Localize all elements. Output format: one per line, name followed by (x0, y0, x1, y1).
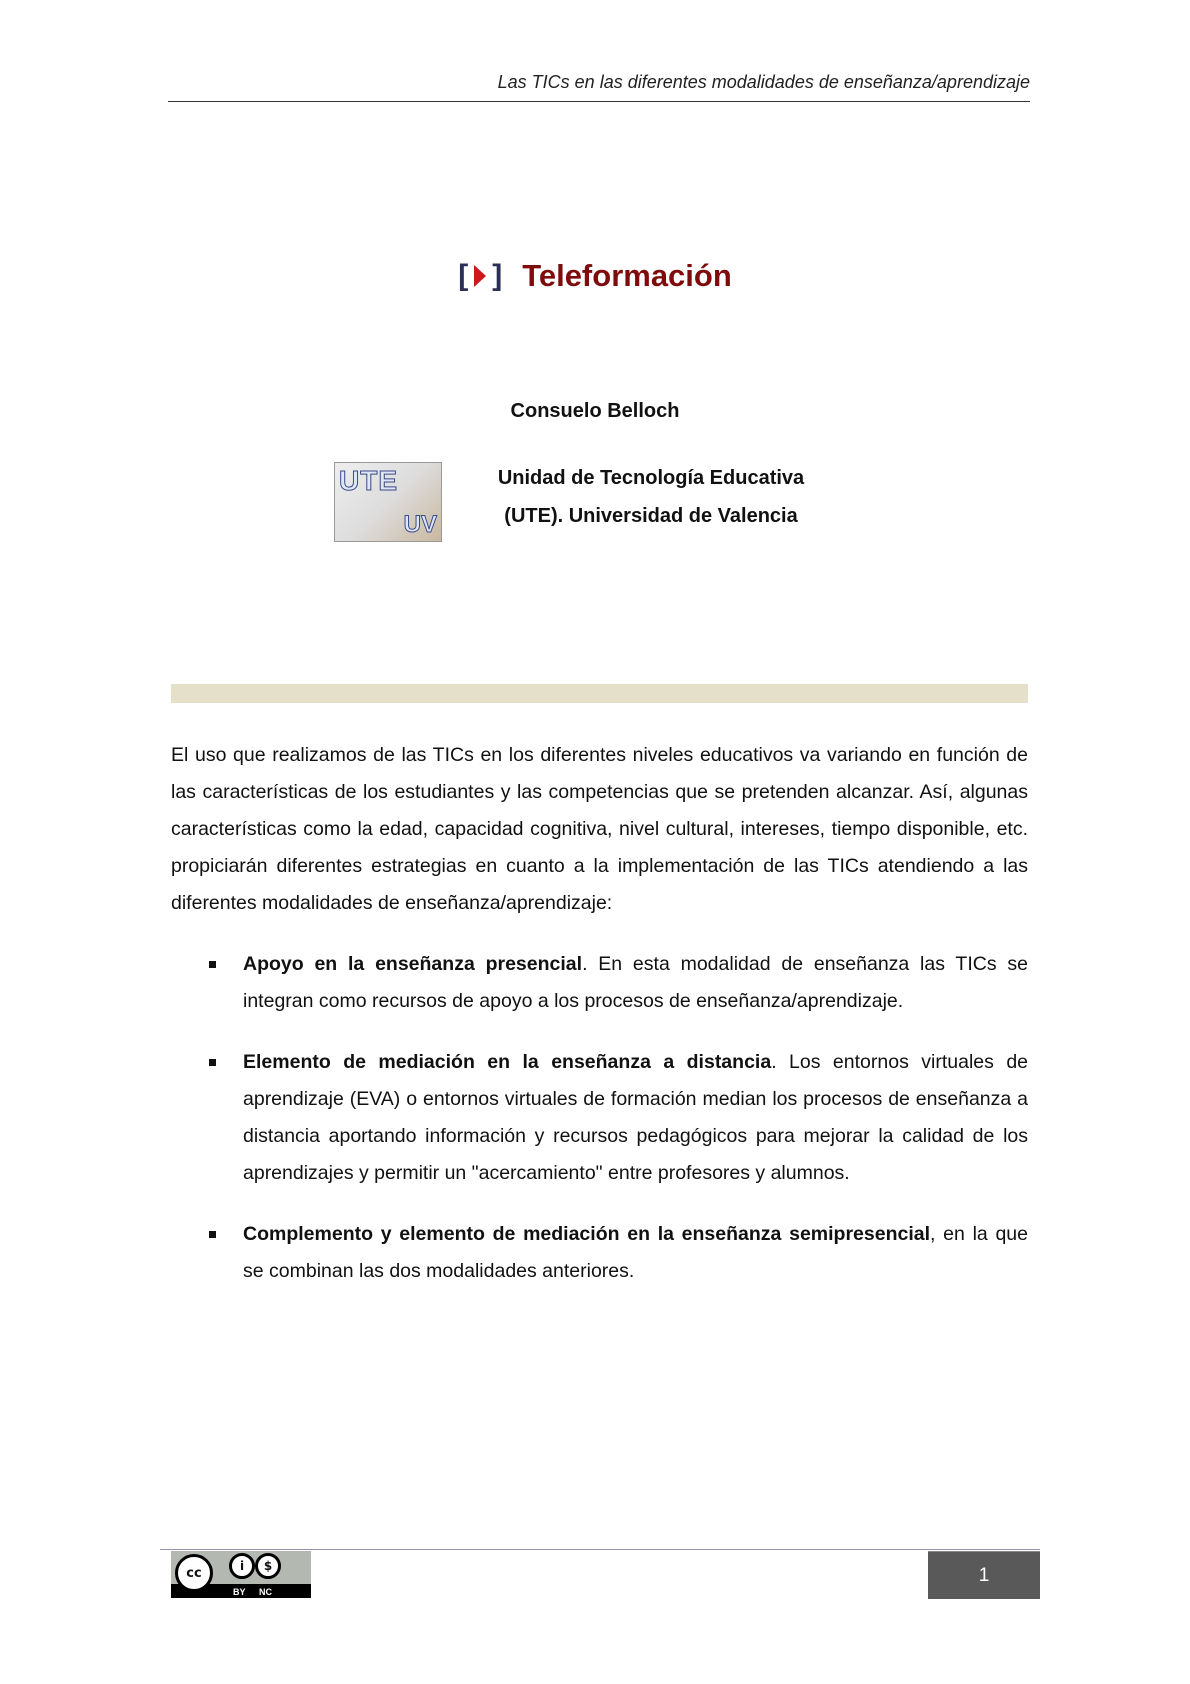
footer-divider (160, 1549, 1040, 1550)
document-title (458, 258, 732, 294)
list-item (171, 1044, 1028, 1192)
bullet-icon (209, 961, 216, 968)
item-text: . Los entornos virtuales de aprendizaje (EVA) o entornos virtuales de formación median los procesos de enseñanza a distancia aportando información y recursos pedagógicos para mejorar la calidad de los aprendizajes y permitir un "acercamiento" entre profesores y alumnos. (243, 1051, 1029, 1184)
body-text (171, 737, 1028, 1314)
play-bracket-icon: [ ] (458, 259, 503, 292)
title-text: Teleformación (522, 258, 732, 293)
intro-paragraph: El uso que realizamos de las TICs en los diferentes niveles educativos va variando en función de las características de los estudiantes y las competencias que se pretenden alcanzar. Así, algunas características como la edad, capacidad cognitiva, nivel cultural, intereses, tiempo disponible, etc. propiciarán diferentes estrategias en cuanto a la implementación de las TICs atendiendo a las diferentes modalidades de enseñanza/aprendizaje: (171, 744, 1028, 914)
nc-dollar-icon: $ (255, 1553, 281, 1579)
section-band (171, 684, 1028, 703)
cc-license-badge (171, 1551, 311, 1598)
running-header: Las TICs en las diferentes modalidades de enseñanza/aprendizaje (497, 72, 1030, 92)
item-lead: Elemento de mediación en la enseñanza a distancia (243, 1051, 772, 1073)
page-number: 1 (928, 1551, 1040, 1599)
ute-uv-logo (334, 462, 442, 542)
item-text: , en la que se combinan las dos modalidades anteriores. (243, 1223, 1028, 1282)
affiliation-line: Unidad de Tecnología Educativa (497, 467, 805, 489)
logo-ute-text: UTE (339, 465, 398, 496)
item-lead: Complemento y elemento de mediación en la enseñanza semipresencial (243, 1223, 931, 1245)
affiliation-line: (UTE). Universidad de Valencia (504, 505, 798, 527)
modalities-list (171, 946, 1028, 1290)
nc-label: NC (259, 1587, 272, 1597)
by-person-icon: i (229, 1553, 255, 1579)
bullet-icon (209, 1231, 216, 1238)
item-lead: Apoyo en la enseñanza presencial (243, 953, 583, 975)
by-label: BY (233, 1587, 246, 1597)
header-divider (168, 101, 1030, 102)
bullet-icon (209, 1059, 216, 1066)
item-text: . En esta modalidad de enseñanza las TICs se integran como recursos de apoyo a los procesos de enseñanza/aprendizaje. (243, 953, 1028, 1012)
affiliation (450, 459, 852, 535)
logo-uv-text: UV (403, 511, 437, 538)
author-name: Consuelo Belloch (510, 400, 680, 422)
list-item (171, 946, 1028, 1020)
cc-icon: cc (175, 1554, 213, 1592)
list-item (171, 1216, 1028, 1290)
